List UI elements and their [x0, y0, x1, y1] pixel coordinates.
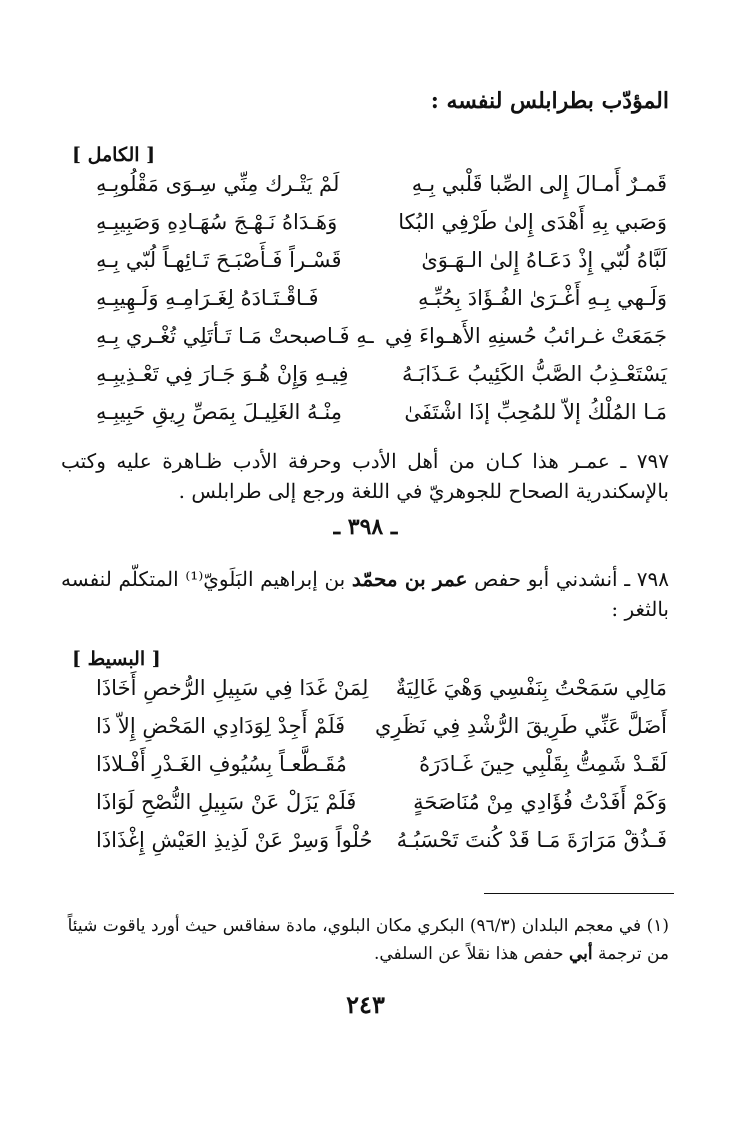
poem2-verse-3-second-hemistich: مُقَـطَّعـاً بِسُيُوفِ الغَـدْرِ أَفْـلاذَا	[96, 752, 347, 776]
poem1-verse-6-second-hemistich: فِيـهِ وَإِنْ هُـوَ جَـارَ فِي تَعْـذِيبِـهِ	[96, 362, 349, 386]
poem1-verse-6-first-hemistich: يَسْتَعْـذِبُ الصَّبُّ الكَئِيبُ عَـذَابَـهُ	[401, 362, 667, 386]
section-heading: المؤدّب بطرابلس لنفسه :	[430, 88, 669, 114]
poem1-verse-2-first-hemistich: وَصَبي بِهِ أَهْدَى إِلىٰ طَرْفِي البُكا	[398, 210, 667, 234]
poem2-verse-1-first-hemistich: مَالِي سَمَحْتُ بِنَفْسِي وَهْيَ غَالِيَةٌ	[395, 676, 667, 700]
poem1-verse-5-second-hemistich: ـهِ فَـاصبحتْ مَـا تَـأتَلِي تُغْـري بِـهِ	[96, 324, 374, 348]
poem2-verse-5-second-hemistich: حُلْواً وَسِرْ عَنْ لَذِيذِ العَيْشِ إِغْذَاذَا	[96, 828, 373, 852]
poem1-verse-4-second-hemistich: فَـاقْـتَـادَهُ لِغَـرَامِـهِ وَلَـهِيبِـهِ	[96, 286, 319, 310]
poem1-verse-1-first-hemistich: قَمـرٌ أَمـالَ إِلى الصِّبا قَلْبي بِـهِ	[411, 172, 667, 196]
footnote-prefix: (١) في معجم البلدان (٩٦/٣) البكري مكان البلوي، مادة سفاقس حيث أورد ياقوت شيئاً من ترجمة	[67, 916, 669, 964]
entry-798-prefix: ٧٩٨ ـ أنشدني أبو حفص	[467, 567, 669, 591]
poem1-verse-3-first-hemistich: لَبَّاهُ لُبّي إِذْ دَعَـاهُ إِلىٰ الـهَـوَىٰ	[421, 248, 667, 272]
poem2-verse-2-second-hemistich: فَلَمْ أَجِدْ لِوَدَادِي المَحْضِ إِلاّ ذَا	[96, 714, 346, 738]
footnote	[61, 912, 669, 968]
footnote-separator	[484, 893, 674, 894]
poem1-verse-3-second-hemistich: قَسْـراً فَـأَصْبَـحَ تَـائِهـاً لُبّي بِـهِ	[96, 248, 342, 272]
poem1-meter-label: [ الكامل ]	[72, 144, 156, 166]
poem1-verse-4-first-hemistich: وَلَـهي بِـهِ أَغْـرَىٰ الفُـؤَادَ بِحُبِّـهِ	[417, 286, 667, 310]
entry-798-paragraph	[61, 564, 669, 624]
poem1-verse-1-second-hemistich: لَمْ يَتْـرك مِنِّي سِـوَى مَقْلُوبِـهِ	[96, 172, 340, 196]
entry-798-name: عمر بن محمّد	[351, 567, 468, 591]
footnote-suffix: حفص هذا نقلاً عن السلفي.	[373, 944, 569, 964]
poem2-verse-4-first-hemistich: وَكَمْ أَفَدْتُ فُؤَادِي مِنْ مُنَاصَحَةٍ	[413, 790, 667, 814]
poem2-meter-label: [ البسيط ]	[72, 648, 161, 670]
poem2-verse-5-first-hemistich: فَـذُقْ مَرَارَةَ مَـا قَدْ كُنتَ تَحْسَبُـهُ	[396, 828, 667, 852]
poem1-verse-7-second-hemistich: مِنْـهُ الغَلِيـلَ بِمَصِّ رِيقِ حَبِيبِـهِ	[96, 400, 343, 424]
poem1-verse-7-first-hemistich: مَـا المُلْكُ إلاّ للمُحِبِّ إذَا اشْتَفَىٰ	[404, 400, 667, 424]
inline-page-marker: ـ ٣٩٨ ـ	[333, 514, 398, 540]
footnote-bold: أبي	[568, 944, 593, 964]
page-number: ٢٤٣	[346, 990, 385, 1019]
poem2-verse-3-first-hemistich: لَقَـدْ شَمِتُّ بِقَلْبِي حِينَ غَـادَرَهُ	[419, 752, 667, 776]
poem1-verse-2-second-hemistich: وَهَـدَاهُ نَـهْـجَ سُهَـادِهِ وَصَبِيبِـهِ	[96, 210, 338, 234]
entry-798-suffix: بن إبراهيم البَلَويّ⁽¹⁾ المتكلّم لنفسه بالثغر :	[61, 567, 669, 621]
entry-797-paragraph: ٧٩٧ ـ عمـر هذا كـان من أهل الأدب وحرفة الأدب ظـاهرة عليه وكتب بالإسكندرية الصحاح للجوهريّ في اللغة ورجع إلى طرابلس .	[61, 449, 669, 503]
poem2-verse-1-second-hemistich: لِمَنْ غَدَا فِي سَبِيلِ الرُّخصِ أَخَاذَا	[96, 676, 369, 700]
poem2-verse-2-first-hemistich: أَضَلَّ عَنِّي طَرِيقَ الرُّشْدِ فِي نَظَرِي	[374, 714, 667, 738]
poem2-verse-4-second-hemistich: فَلَمْ يَزَلْ عَنْ سَبِيلِ النُّصْحِ لَوَاذَا	[96, 790, 357, 814]
poem1-verse-5-first-hemistich: جَمَعَتْ غـرائبُ حُسنِهِ الأَهـواءَ فِي	[384, 324, 667, 348]
